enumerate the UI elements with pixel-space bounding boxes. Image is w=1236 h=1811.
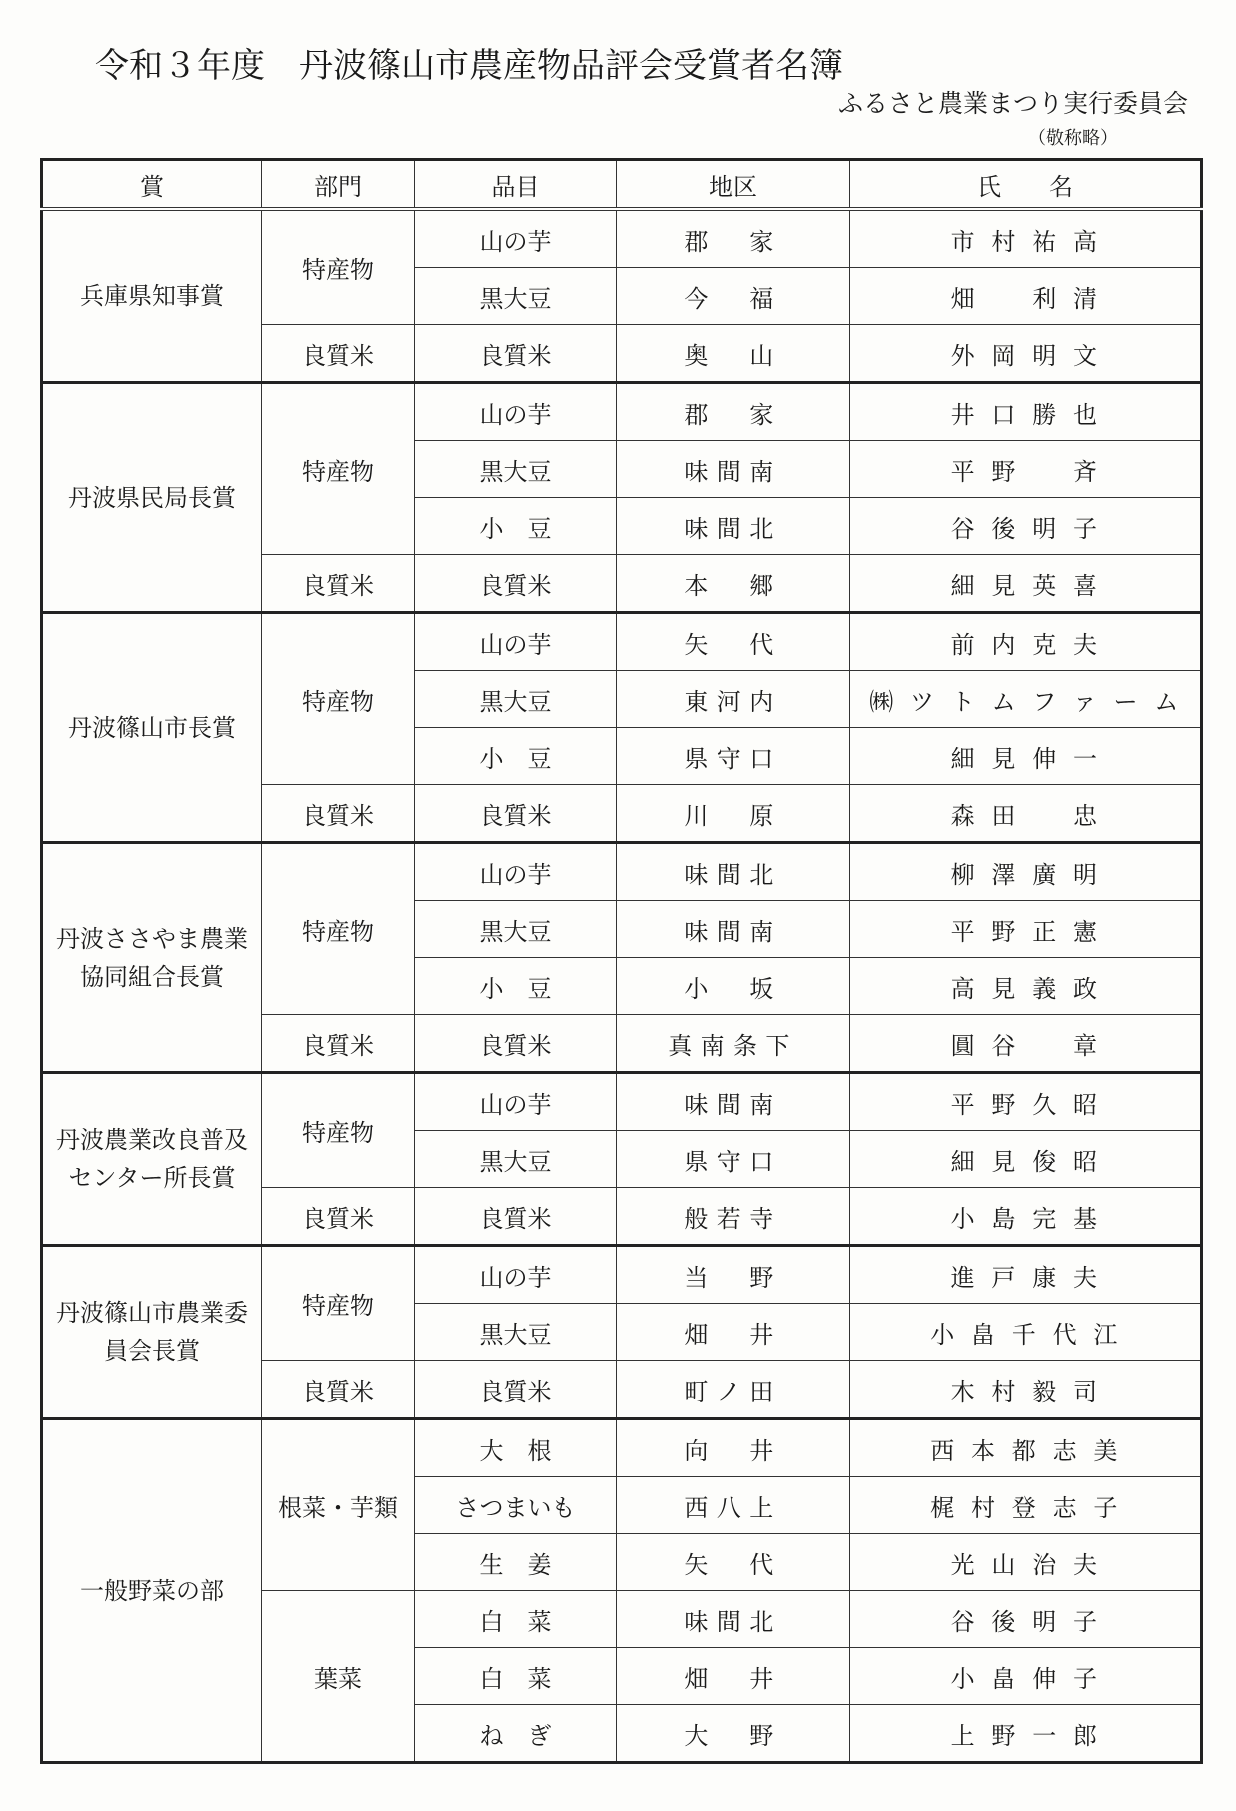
- name-cell: 畑 利清: [850, 268, 1202, 325]
- division-cell: 葉菜: [262, 1591, 415, 1763]
- area-cell: 奥 山: [617, 325, 850, 383]
- item-cell: 黒大豆: [415, 1131, 617, 1188]
- name-cell: 市村祐高: [850, 209, 1202, 268]
- column-header-area: 地区: [617, 160, 850, 210]
- item-cell: 白 菜: [415, 1591, 617, 1648]
- table-row: [42, 1073, 1202, 1131]
- area-cell: 矢 代: [617, 1534, 850, 1591]
- area-cell: 畑 井: [617, 1304, 850, 1361]
- name-cell: 西本都志美: [850, 1419, 1202, 1477]
- name-cell: 上野一郎: [850, 1705, 1202, 1763]
- table-row: [42, 1246, 1202, 1304]
- name-cell: 谷後明子: [850, 498, 1202, 555]
- organizer-name: ふるさと農業まつり実行委員会: [837, 89, 1188, 118]
- name-cell: 梶村登志子: [850, 1477, 1202, 1534]
- item-cell: 良質米: [415, 555, 617, 613]
- award-cell: 丹波ささやま農業協同組合長賞: [42, 843, 262, 1073]
- division-cell: 良質米: [262, 785, 415, 843]
- name-cell: 平野正憲: [850, 901, 1202, 958]
- item-cell: 小 豆: [415, 728, 617, 785]
- item-cell: 黒大豆: [415, 1304, 617, 1361]
- area-cell: 味間南: [617, 901, 850, 958]
- name-cell: 小畠千代江: [850, 1304, 1202, 1361]
- item-cell: 山の芋: [415, 383, 617, 441]
- name-cell: 圓谷 章: [850, 1015, 1202, 1073]
- division-cell: 特産物: [262, 613, 415, 785]
- name-cell: 小島完基: [850, 1188, 1202, 1246]
- name-cell: 平野久昭: [850, 1073, 1202, 1131]
- column-header-division: 部門: [262, 160, 415, 210]
- item-cell: 大 根: [415, 1419, 617, 1477]
- division-cell: 良質米: [262, 1015, 415, 1073]
- division-cell: 特産物: [262, 1073, 415, 1188]
- division-cell: 良質米: [262, 1361, 415, 1419]
- name-cell: 光山治夫: [850, 1534, 1202, 1591]
- name-cell: 平野 斉: [850, 441, 1202, 498]
- item-cell: 山の芋: [415, 843, 617, 901]
- name-cell: 谷後明子: [850, 1591, 1202, 1648]
- area-cell: 当 野: [617, 1246, 850, 1304]
- area-cell: 味間北: [617, 1591, 850, 1648]
- item-cell: 山の芋: [415, 209, 617, 268]
- area-cell: 向 井: [617, 1419, 850, 1477]
- honorific-note: （敬称略）: [1028, 128, 1118, 149]
- table-row: [42, 383, 1202, 441]
- area-cell: 小 坂: [617, 958, 850, 1015]
- area-cell: 大 野: [617, 1705, 850, 1763]
- column-header-name: 氏 名: [850, 160, 1202, 210]
- area-cell: 般若寺: [617, 1188, 850, 1246]
- item-cell: 黒大豆: [415, 671, 617, 728]
- name-cell: 柳澤廣明: [850, 843, 1202, 901]
- award-cell: 丹波篠山市長賞: [42, 613, 262, 843]
- award-cell: 丹波篠山市農業委員会長賞: [42, 1246, 262, 1419]
- table-row: [42, 209, 1202, 268]
- column-header-item: 品目: [415, 160, 617, 210]
- name-cell: ㈱ツトムファーム: [850, 671, 1202, 728]
- item-cell: 良質米: [415, 1188, 617, 1246]
- area-cell: 県守口: [617, 1131, 850, 1188]
- division-cell: 特産物: [262, 843, 415, 1015]
- item-cell: 山の芋: [415, 1246, 617, 1304]
- area-cell: 郡 家: [617, 209, 850, 268]
- area-cell: 味間南: [617, 441, 850, 498]
- area-cell: 西八上: [617, 1477, 850, 1534]
- name-cell: 小畠伸子: [850, 1648, 1202, 1705]
- table-header-row: [42, 160, 1202, 210]
- name-cell: 細見伸一: [850, 728, 1202, 785]
- item-cell: 生 姜: [415, 1534, 617, 1591]
- area-cell: 味間北: [617, 498, 850, 555]
- table-row: [42, 1419, 1202, 1477]
- award-cell: 丹波県民局長賞: [42, 383, 262, 613]
- division-cell: 良質米: [262, 555, 415, 613]
- area-cell: 東河内: [617, 671, 850, 728]
- area-cell: 本 郷: [617, 555, 850, 613]
- division-cell: 根菜・芋類: [262, 1419, 415, 1591]
- column-header-award: 賞: [42, 160, 262, 210]
- name-cell: 前内克夫: [850, 613, 1202, 671]
- item-cell: ね ぎ: [415, 1705, 617, 1763]
- item-cell: さつまいも: [415, 1477, 617, 1534]
- area-cell: 真南条下: [617, 1015, 850, 1073]
- item-cell: 小 豆: [415, 958, 617, 1015]
- division-cell: 良質米: [262, 1188, 415, 1246]
- table-row: [42, 613, 1202, 671]
- item-cell: 白 菜: [415, 1648, 617, 1705]
- area-cell: 味間南: [617, 1073, 850, 1131]
- award-cell: 一般野菜の部: [42, 1419, 262, 1763]
- area-cell: 味間北: [617, 843, 850, 901]
- item-cell: 小 豆: [415, 498, 617, 555]
- item-cell: 黒大豆: [415, 901, 617, 958]
- item-cell: 山の芋: [415, 1073, 617, 1131]
- name-cell: 細見英喜: [850, 555, 1202, 613]
- name-cell: 木村毅司: [850, 1361, 1202, 1419]
- area-cell: 矢 代: [617, 613, 850, 671]
- awardees-table: [40, 158, 1203, 1764]
- name-cell: 外岡明文: [850, 325, 1202, 383]
- division-cell: 特産物: [262, 209, 415, 325]
- name-cell: 井口勝也: [850, 383, 1202, 441]
- item-cell: 良質米: [415, 1361, 617, 1419]
- item-cell: 黒大豆: [415, 268, 617, 325]
- item-cell: 黒大豆: [415, 441, 617, 498]
- division-cell: 特産物: [262, 1246, 415, 1361]
- area-cell: 畑 井: [617, 1648, 850, 1705]
- award-cell: 丹波農業改良普及センター所長賞: [42, 1073, 262, 1246]
- name-cell: 進戸康夫: [850, 1246, 1202, 1304]
- area-cell: 町ノ田: [617, 1361, 850, 1419]
- item-cell: 良質米: [415, 325, 617, 383]
- table-row: [42, 843, 1202, 901]
- name-cell: 細見俊昭: [850, 1131, 1202, 1188]
- item-cell: 良質米: [415, 1015, 617, 1073]
- name-cell: 高見義政: [850, 958, 1202, 1015]
- item-cell: 良質米: [415, 785, 617, 843]
- table-body: [42, 209, 1202, 1763]
- award-cell: 兵庫県知事賞: [42, 209, 262, 383]
- area-cell: 県守口: [617, 728, 850, 785]
- area-cell: 今 福: [617, 268, 850, 325]
- name-cell: 森田 忠: [850, 785, 1202, 843]
- division-cell: 良質米: [262, 325, 415, 383]
- area-cell: 川 原: [617, 785, 850, 843]
- division-cell: 特産物: [262, 383, 415, 555]
- document-title: 令和３年度 丹波篠山市農産物品評会受賞者名簿: [95, 46, 843, 86]
- area-cell: 郡 家: [617, 383, 850, 441]
- item-cell: 山の芋: [415, 613, 617, 671]
